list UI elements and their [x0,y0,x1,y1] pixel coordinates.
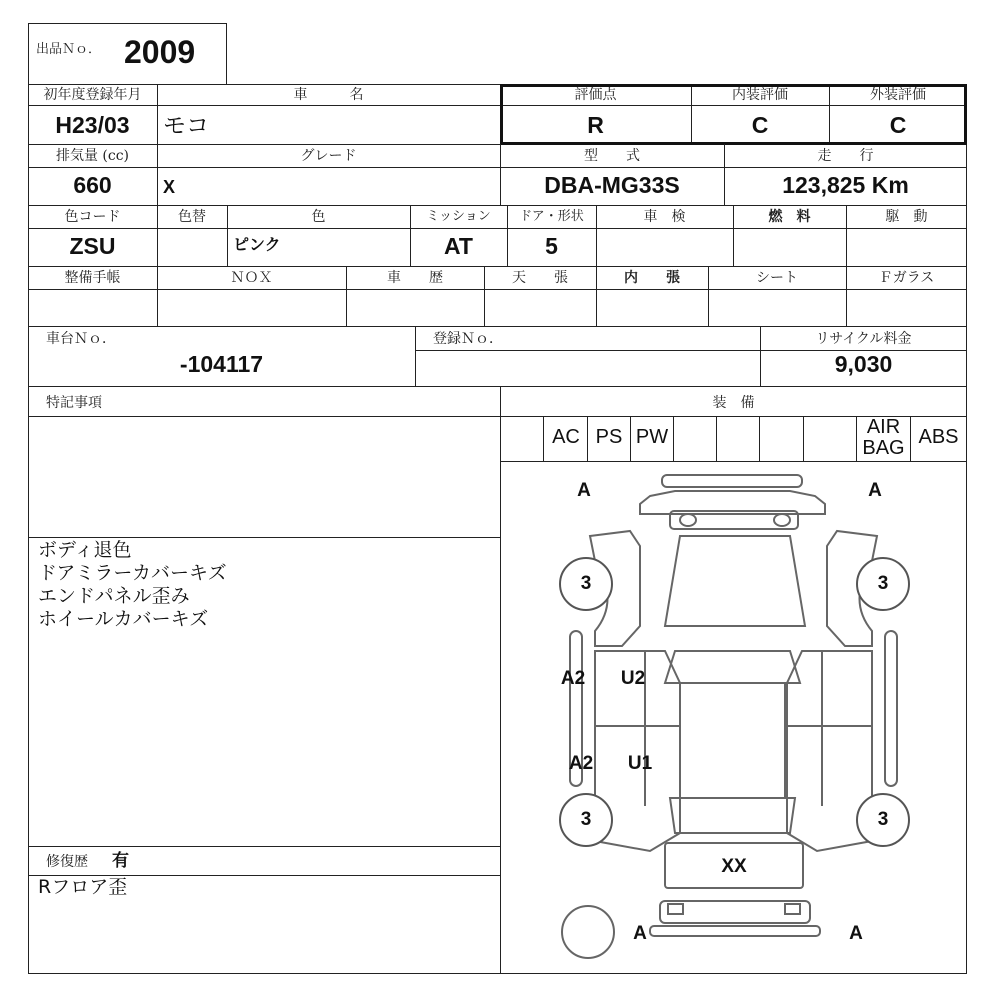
hood [665,536,805,626]
value-doors: 5 [545,233,558,259]
tire-front-left: 3 [559,557,613,611]
label-exterior: 外装評価 [870,87,926,103]
label-recycle: リサイクル料金 [815,331,912,347]
mark-front-right: A [868,480,882,501]
label-mileage: 走 行 [817,148,874,164]
label-score: 評価点 [574,87,617,103]
note-line-3: エンドパネル歪み [38,585,190,607]
value-chassis: -104117 [179,351,264,377]
equip-airbag-text: AIR BAG [862,416,905,459]
mark-rear-left: A [633,923,647,944]
mark-rear-panel: XX [721,856,747,877]
equip-ps: PS [595,426,623,448]
label-inner-lining: 内 張 [624,270,680,286]
value-mission: AT [444,233,473,259]
note-line-1: ボディ退色 [38,539,132,561]
tire-front-right: 3 [856,557,910,611]
rear-window [670,798,795,833]
value-exterior: C [889,112,907,138]
label-drive: 駆 動 [885,209,928,225]
label-color-change: 色替 [178,209,206,225]
label-mission: ミッション [426,209,491,224]
label-f-glass: Ｆガラス [878,270,935,286]
value-interior: C [751,112,769,138]
value-color-code: ZSU [69,233,116,259]
right-taillight [785,904,800,914]
mark-rear-right: A [849,923,863,944]
label-repair: 修復歴 [46,854,88,870]
label-car-name: 車 名 [293,87,364,103]
rear-bumper-bottom [650,926,820,936]
note-line-4: ホイールカバーキズ [38,608,209,630]
equip-abs: ABS [918,426,959,448]
label-equipment: 装 備 [712,395,755,411]
car-diagram [500,461,967,974]
value-score: R [587,112,604,138]
label-inspection: 車 検 [643,209,686,225]
value-car-name: モコ [163,112,209,138]
label-notes: 特記事項 [46,395,102,411]
value-year: H23/03 [55,112,130,138]
mark-left-front-door: A2 [560,668,586,689]
note-line-2: ドアミラーカバーキズ [38,562,227,584]
value-color: ピンク [233,237,281,254]
front-bumper-top [662,475,802,487]
tire-rear-right: 3 [856,793,910,847]
label-registration: 登録Ｎｏ． [433,331,503,347]
right-headlight [774,514,790,526]
label-maintenance: 整備手帳 [64,270,121,286]
lot-number: 2009 [124,34,196,70]
value-displacement: 660 [73,172,112,198]
value-model: DBA-MG33S [544,172,680,198]
left-headlight [680,514,696,526]
windshield [665,651,800,683]
label-model: 型 式 [584,148,640,164]
mark-front-left: A [577,480,591,501]
label-fuel: 燃 料 [768,209,811,225]
lot-label: 出品Ｎｏ． [36,42,102,57]
mark-left-rear-step: U1 [627,753,653,774]
value-repair: 有 [112,851,129,871]
mark-left-rear-door: A2 [568,753,594,774]
right-side-step [885,631,897,786]
value-mileage: 123,825 Km [782,172,909,198]
label-chassis: 車台Ｎｏ． [46,331,116,347]
label-history: 車 歴 [387,270,443,286]
spare-tire [562,906,614,958]
equip-pw: PW [635,426,669,448]
repair-note: Rフロア歪 [38,876,128,898]
label-nox: ＮＯＸ [230,270,273,286]
label-doors: ドア・形状 [519,209,584,224]
label-color-code: 色コード [64,209,121,225]
label-seat: シート [756,270,798,286]
value-recycle: 9,030 [834,351,893,377]
value-grade: X [163,177,176,197]
equip-airbag [857,416,910,459]
roof [680,683,785,798]
label-displacement: 排気量 (cc) [55,148,130,164]
label-ceiling: 天 張 [512,270,568,286]
mark-left-front-step: U2 [620,668,646,689]
left-taillight [668,904,683,914]
equip-ac: AC [552,426,580,448]
tire-rear-left: 3 [559,793,613,847]
label-year: 初年度登録年月 [43,87,142,103]
label-interior: 内装評価 [732,87,788,103]
label-grade: グレード [300,148,357,164]
label-color: 色 [311,209,326,225]
